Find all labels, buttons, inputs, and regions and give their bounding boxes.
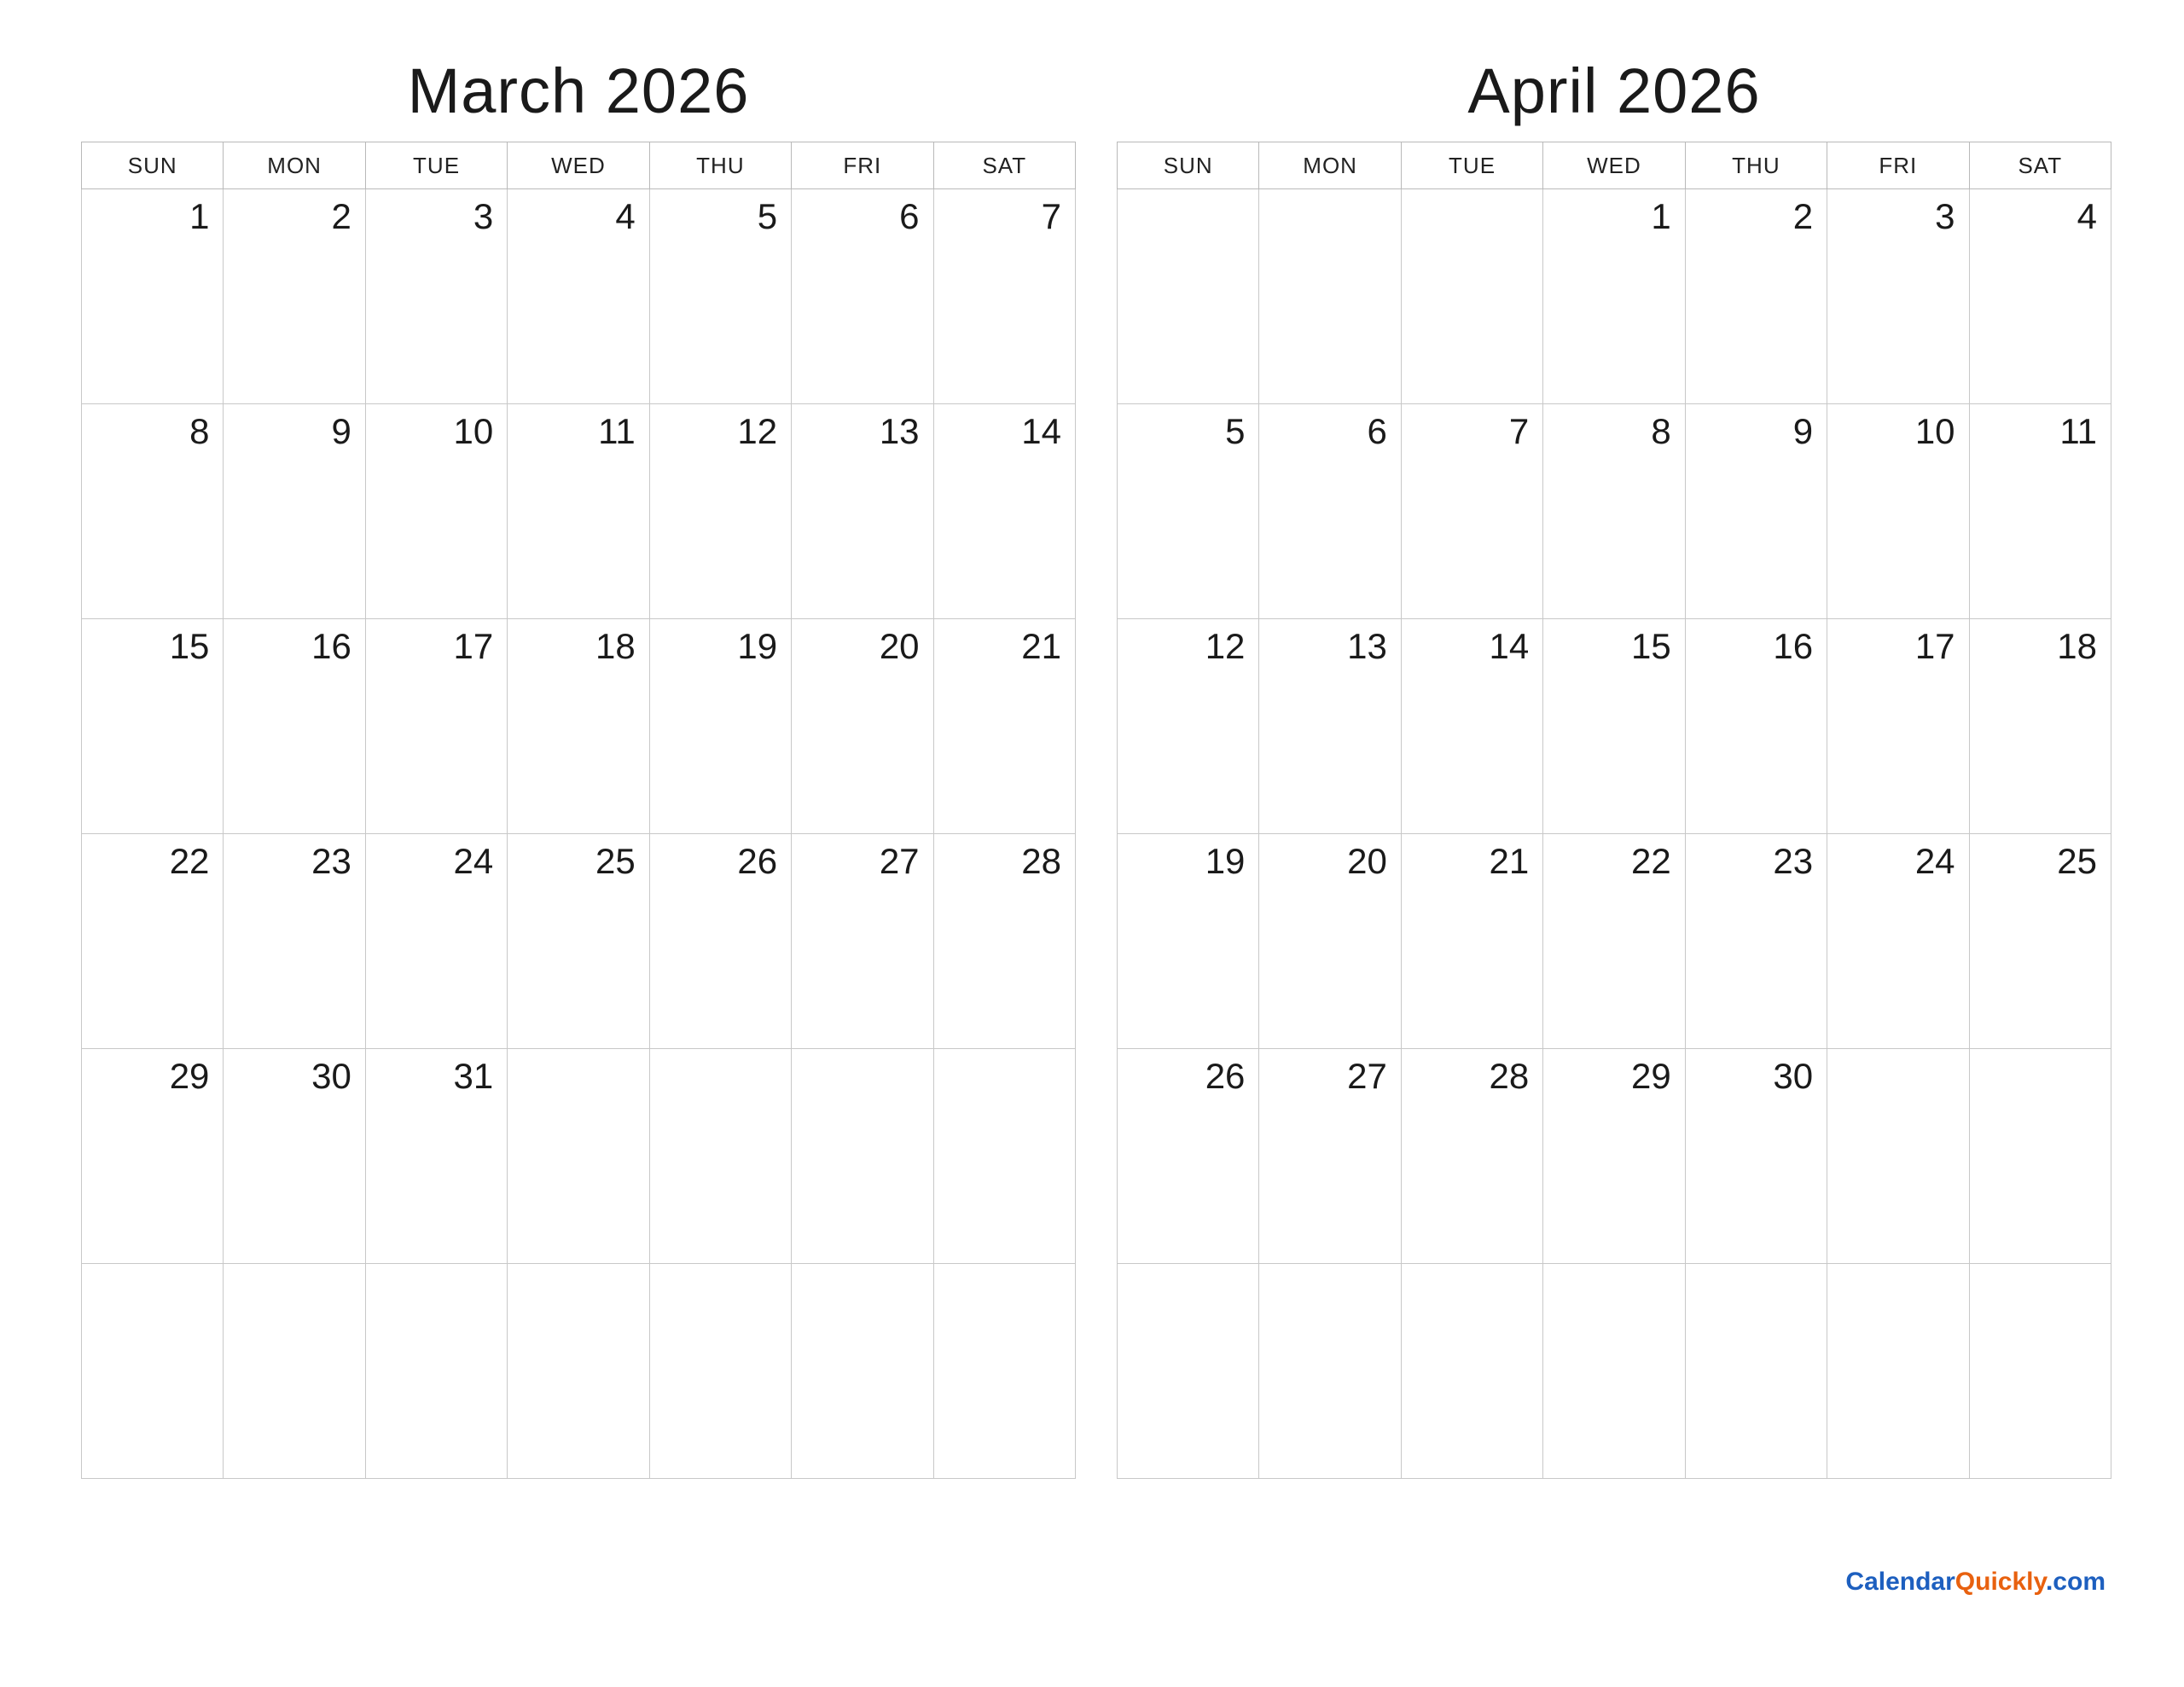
day-cell[interactable]: 15	[82, 619, 224, 834]
weekday-header-row	[1118, 142, 2111, 189]
day-cell-empty	[1118, 1264, 1259, 1479]
day-cell[interactable]: 24	[365, 834, 507, 1049]
weekday-header-tue: TUE	[365, 142, 507, 189]
day-cell[interactable]: 15	[1543, 619, 1685, 834]
day-cell[interactable]: 19	[1118, 834, 1259, 1049]
calendar-week-row	[82, 1049, 1076, 1264]
day-cell[interactable]: 4	[508, 189, 649, 404]
day-cell[interactable]: 1	[1543, 189, 1685, 404]
day-cell-empty	[649, 1264, 791, 1479]
weekday-header-wed: WED	[1543, 142, 1685, 189]
day-cell[interactable]: 23	[1685, 834, 1827, 1049]
day-cell[interactable]: 4	[1969, 189, 2111, 404]
calendar-table-april	[1117, 142, 2111, 1479]
day-cell[interactable]: 12	[1118, 619, 1259, 834]
footer-brand[interactable]	[1845, 1568, 2106, 1597]
day-cell[interactable]: 8	[1543, 404, 1685, 619]
day-cell-empty	[365, 1264, 507, 1479]
day-cell[interactable]: 18	[508, 619, 649, 834]
day-cell-empty	[508, 1264, 649, 1479]
calendar-week-row	[1118, 619, 2111, 834]
calendar-week-row	[1118, 404, 2111, 619]
day-cell[interactable]: 31	[365, 1049, 507, 1264]
month-block-april	[1117, 55, 2111, 1479]
day-cell-empty	[792, 1049, 933, 1264]
calendar-week-row	[82, 834, 1076, 1049]
calendar-week-row	[82, 619, 1076, 834]
day-cell-empty	[82, 1264, 224, 1479]
day-cell[interactable]: 26	[649, 834, 791, 1049]
day-cell[interactable]: 24	[1827, 834, 1969, 1049]
day-cell[interactable]: 2	[1685, 189, 1827, 404]
day-cell[interactable]: 2	[224, 189, 365, 404]
day-cell[interactable]: 10	[1827, 404, 1969, 619]
day-cell[interactable]: 28	[1401, 1049, 1542, 1264]
weekday-header-fri: FRI	[792, 142, 933, 189]
day-cell[interactable]: 27	[1259, 1049, 1401, 1264]
day-cell[interactable]: 11	[508, 404, 649, 619]
day-cell[interactable]: 9	[1685, 404, 1827, 619]
day-cell[interactable]: 13	[792, 404, 933, 619]
day-cell[interactable]: 26	[1118, 1049, 1259, 1264]
day-cell-empty	[1259, 1264, 1401, 1479]
day-cell[interactable]: 17	[365, 619, 507, 834]
day-cell[interactable]: 30	[1685, 1049, 1827, 1264]
day-cell[interactable]: 11	[1969, 404, 2111, 619]
day-cell[interactable]: 3	[365, 189, 507, 404]
day-cell-empty	[224, 1264, 365, 1479]
weekday-header-tue: TUE	[1401, 142, 1542, 189]
day-cell[interactable]: 27	[792, 834, 933, 1049]
day-cell-empty	[1827, 1264, 1969, 1479]
month-block-march	[81, 55, 1076, 1479]
day-cell-empty	[1969, 1049, 2111, 1264]
day-cell[interactable]: 9	[224, 404, 365, 619]
calendar-week-row	[1118, 834, 2111, 1049]
day-cell[interactable]: 14	[1401, 619, 1542, 834]
weekday-header-wed: WED	[508, 142, 649, 189]
day-cell-empty	[1401, 1264, 1542, 1479]
day-cell-empty	[649, 1049, 791, 1264]
calendar-week-row	[1118, 1049, 2111, 1264]
brand-calendar-text: Calendar	[1845, 1568, 1955, 1596]
day-cell[interactable]: 5	[1118, 404, 1259, 619]
weekday-header-sun: SUN	[1118, 142, 1259, 189]
brand-quickly-text: Quickly	[1955, 1568, 2046, 1596]
calendar-week-row	[82, 1264, 1076, 1479]
day-cell[interactable]: 21	[933, 619, 1075, 834]
day-cell[interactable]: 28	[933, 834, 1075, 1049]
month-title-april: April 2026	[1467, 55, 1761, 126]
weekday-header-row	[82, 142, 1076, 189]
weekday-header-sat: SAT	[1969, 142, 2111, 189]
day-cell[interactable]: 20	[1259, 834, 1401, 1049]
month-title-march: March 2026	[407, 55, 750, 126]
day-cell[interactable]: 3	[1827, 189, 1969, 404]
day-cell[interactable]: 18	[1969, 619, 2111, 834]
day-cell-empty	[933, 1049, 1075, 1264]
calendar-table-march	[81, 142, 1076, 1479]
day-cell[interactable]: 17	[1827, 619, 1969, 834]
day-cell[interactable]: 7	[933, 189, 1075, 404]
day-cell-empty	[508, 1049, 649, 1264]
calendar-container	[81, 55, 2111, 1479]
day-cell[interactable]: 16	[224, 619, 365, 834]
calendar-week-row	[82, 404, 1076, 619]
calendar-week-row	[1118, 1264, 2111, 1479]
day-cell[interactable]: 21	[1401, 834, 1542, 1049]
day-cell[interactable]: 22	[82, 834, 224, 1049]
weekday-header-mon: MON	[1259, 142, 1401, 189]
day-cell[interactable]: 29	[82, 1049, 224, 1264]
day-cell[interactable]: 12	[649, 404, 791, 619]
day-cell-empty	[1118, 189, 1259, 404]
day-cell[interactable]: 5	[649, 189, 791, 404]
weekday-header-sat: SAT	[933, 142, 1075, 189]
day-cell[interactable]: 25	[1969, 834, 2111, 1049]
day-cell[interactable]: 23	[224, 834, 365, 1049]
calendar-week-row	[1118, 189, 2111, 404]
day-cell[interactable]: 8	[82, 404, 224, 619]
calendar-week-row	[82, 189, 1076, 404]
day-cell[interactable]: 20	[792, 619, 933, 834]
day-cell[interactable]: 6	[792, 189, 933, 404]
day-cell[interactable]: 13	[1259, 619, 1401, 834]
day-cell[interactable]: 30	[224, 1049, 365, 1264]
day-cell-empty	[1259, 189, 1401, 404]
day-cell[interactable]: 7	[1401, 404, 1542, 619]
weekday-header-thu: THU	[1685, 142, 1827, 189]
day-cell[interactable]: 14	[933, 404, 1075, 619]
day-cell[interactable]: 1	[82, 189, 224, 404]
weekday-header-mon: MON	[224, 142, 365, 189]
weekday-header-sun: SUN	[82, 142, 224, 189]
day-cell[interactable]: 6	[1259, 404, 1401, 619]
day-cell[interactable]: 10	[365, 404, 507, 619]
day-cell[interactable]: 22	[1543, 834, 1685, 1049]
day-cell-empty	[792, 1264, 933, 1479]
weekday-header-fri: FRI	[1827, 142, 1969, 189]
day-cell-empty	[1969, 1264, 2111, 1479]
day-cell[interactable]: 29	[1543, 1049, 1685, 1264]
day-cell-empty	[1685, 1264, 1827, 1479]
day-cell-empty	[1543, 1264, 1685, 1479]
brand-com-text: .com	[2045, 1568, 2106, 1596]
day-cell-empty	[1827, 1049, 1969, 1264]
day-cell[interactable]: 16	[1685, 619, 1827, 834]
day-cell[interactable]: 25	[508, 834, 649, 1049]
day-cell-empty	[933, 1264, 1075, 1479]
day-cell[interactable]: 19	[649, 619, 791, 834]
day-cell-empty	[1401, 189, 1542, 404]
weekday-header-thu: THU	[649, 142, 791, 189]
